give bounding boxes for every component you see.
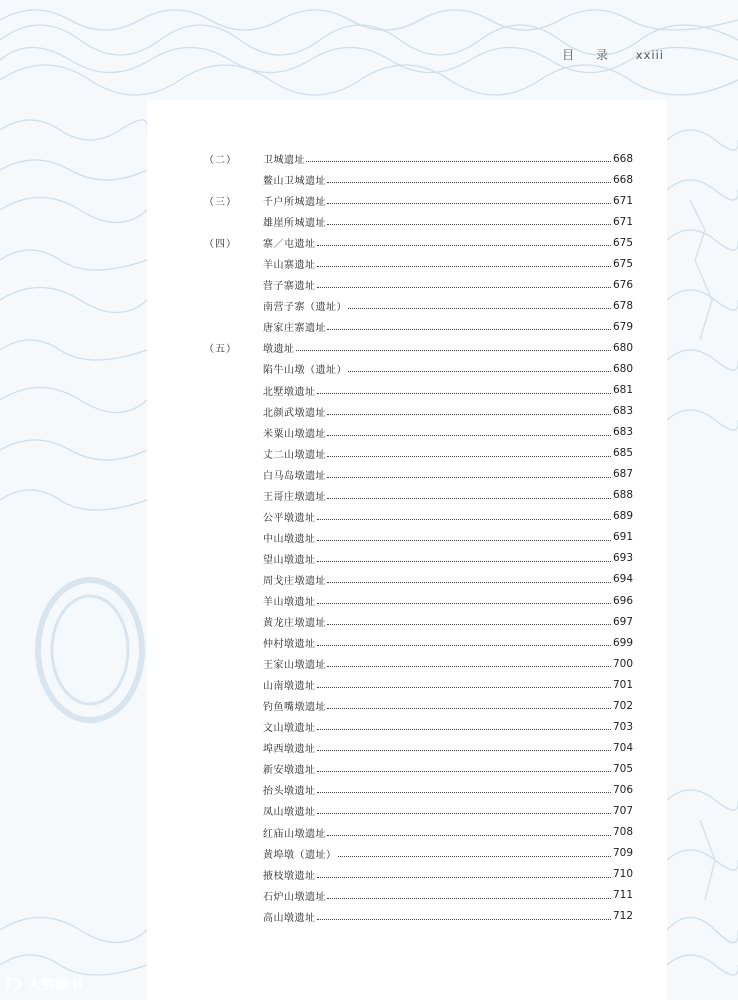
toc-entry-title: 周戈庄墩遗址 xyxy=(263,575,326,587)
toc-entry-page: 668 xyxy=(612,152,633,165)
toc-entry-title: 埠西墩遗址 xyxy=(263,744,316,756)
toc-entry-page: 696 xyxy=(612,594,633,607)
toc-entry-page: 671 xyxy=(612,215,633,228)
toc-entry[interactable] xyxy=(201,337,633,358)
toc-entry-page: 681 xyxy=(612,384,633,397)
toc-entry[interactable] xyxy=(201,274,633,295)
toc-entry[interactable] xyxy=(201,674,633,695)
toc-entry-page: 676 xyxy=(612,278,633,291)
toc-entry-page: 680 xyxy=(612,362,633,375)
toc-leader-dots xyxy=(327,898,611,899)
toc-leader-dots xyxy=(317,771,612,772)
toc-entry-page: 691 xyxy=(612,531,633,544)
toc-entry-page: 668 xyxy=(612,173,633,186)
toc-leader-dots xyxy=(317,813,612,814)
toc-entry[interactable] xyxy=(201,316,633,337)
toc-leader-dots xyxy=(327,666,611,667)
toc-entry[interactable] xyxy=(201,653,633,674)
toc-entry-title: 营子寨遗址 xyxy=(263,281,316,293)
toc-entry-page: 712 xyxy=(612,910,633,923)
toc-entry[interactable] xyxy=(201,885,633,906)
toc-entry-title: 北墅墩遗址 xyxy=(263,386,316,398)
toc-entry-page: 680 xyxy=(612,341,633,354)
toc-entry[interactable] xyxy=(201,169,633,190)
toc-entry-title: 钓鱼嘴墩遗址 xyxy=(263,702,326,714)
page-number: xxiii xyxy=(635,48,664,62)
toc-entry-title: 红庙山墩遗址 xyxy=(263,828,326,840)
toc-entry[interactable] xyxy=(201,843,633,864)
toc-entry-title: 卫城遗址 xyxy=(263,155,305,167)
toc-entry[interactable] xyxy=(201,590,633,611)
toc-entry-page: 705 xyxy=(612,762,633,775)
toc-entry-title: 王哥庄墩遗址 xyxy=(263,491,326,503)
toc-leader-dots xyxy=(327,414,611,415)
toc-entry-page: 683 xyxy=(612,405,633,418)
toc-leader-dots xyxy=(317,792,612,793)
toc-leader-dots xyxy=(317,729,612,730)
toc-leader-dots xyxy=(317,540,612,541)
toc-entry[interactable] xyxy=(201,716,633,737)
toc-entry-page: 704 xyxy=(612,741,633,754)
toc-leader-dots xyxy=(296,350,612,351)
toc-entry-page: 700 xyxy=(612,657,633,670)
toc-entry[interactable] xyxy=(201,506,633,527)
toc-entry-title: 仲村墩遗址 xyxy=(263,639,316,651)
toc-entry-page: 711 xyxy=(612,889,633,902)
toc-entry-page: 708 xyxy=(612,826,633,839)
toc-entry[interactable] xyxy=(201,443,633,464)
toc-leader-dots xyxy=(327,203,611,204)
toc-entry-number: （五） xyxy=(204,344,237,356)
toc-entry-title: 陷牛山墩（遗址） xyxy=(263,365,347,377)
watermark-text: 大数藏书 xyxy=(27,977,83,993)
toc-entry[interactable] xyxy=(201,232,633,253)
toc-entry[interactable] xyxy=(201,695,633,716)
toc-entry-title: 米粟山墩遗址 xyxy=(263,428,326,440)
toc-entry-title: 掖枝墩遗址 xyxy=(263,870,316,882)
toc-leader-dots xyxy=(317,919,612,920)
toc-leader-dots xyxy=(317,687,612,688)
toc-entry-page: 697 xyxy=(612,615,633,628)
toc-leader-dots xyxy=(327,477,611,478)
toc-entry-page: 679 xyxy=(612,320,633,333)
toc-entry-page: 689 xyxy=(612,510,633,523)
toc-leader-dots xyxy=(348,371,611,372)
toc-entry-title: 墩遗址 xyxy=(263,344,295,356)
toc-leader-dots xyxy=(348,308,611,309)
toc-entry[interactable] xyxy=(201,211,633,232)
toc-entry-title: 公平墩遗址 xyxy=(263,512,316,524)
toc-entry-title: 文山墩遗址 xyxy=(263,723,316,735)
toc-entry[interactable] xyxy=(201,401,633,422)
toc-leader-dots xyxy=(327,456,611,457)
toc-entry[interactable] xyxy=(201,548,633,569)
toc-entry[interactable] xyxy=(201,253,633,274)
toc-entry[interactable] xyxy=(201,464,633,485)
toc-entry[interactable] xyxy=(201,569,633,590)
toc-leader-dots xyxy=(327,708,611,709)
toc-entry-page: 678 xyxy=(612,299,633,312)
toc-entry-title: 凤山墩遗址 xyxy=(263,807,316,819)
toc-entry-page: 687 xyxy=(612,468,633,481)
toc-entry[interactable] xyxy=(201,380,633,401)
toc-entry[interactable] xyxy=(201,295,633,316)
toc-entry-page: 710 xyxy=(612,868,633,881)
toc-leader-dots xyxy=(317,287,612,288)
toc-entry[interactable] xyxy=(201,779,633,800)
toc-entry-title: 黄埠墩（遗址） xyxy=(263,849,337,861)
toc-leader-dots xyxy=(327,182,611,183)
toc-entry-title: 望山墩遗址 xyxy=(263,554,316,566)
toc-leader-dots xyxy=(338,856,612,857)
toc-entry-number: （二） xyxy=(204,155,237,167)
toc-entry[interactable] xyxy=(201,906,633,927)
toc-leader-dots xyxy=(317,877,612,878)
section-name: 目 录 xyxy=(562,48,617,62)
toc-entry-page: 675 xyxy=(612,257,633,270)
toc-entry-title: 南营子寨（遗址） xyxy=(263,302,347,314)
toc-entry-page: 709 xyxy=(612,847,633,860)
toc-entry-page: 702 xyxy=(612,699,633,712)
toc-entry[interactable] xyxy=(201,864,633,885)
toc-entry[interactable] xyxy=(201,611,633,632)
toc-entry[interactable] xyxy=(201,527,633,548)
toc-entry-number: （四） xyxy=(204,239,237,251)
toc-entry[interactable] xyxy=(201,190,633,211)
toc-leader-dots xyxy=(327,329,611,330)
toc-entry[interactable] xyxy=(201,422,633,443)
toc-leader-dots xyxy=(306,161,611,162)
toc-leader-dots xyxy=(327,224,611,225)
toc-entry-title: 千户所城遗址 xyxy=(263,197,326,209)
toc-entry[interactable] xyxy=(201,632,633,653)
toc-entry-title: 王家山墩遗址 xyxy=(263,660,326,672)
toc-leader-dots xyxy=(327,435,611,436)
toc-entry-title: 鳌山卫城遗址 xyxy=(263,176,326,188)
toc-entry[interactable] xyxy=(201,822,633,843)
table-of-contents xyxy=(201,148,633,927)
toc-entry[interactable] xyxy=(201,737,633,758)
toc-entry[interactable] xyxy=(201,485,633,506)
toc-entry[interactable] xyxy=(201,148,633,169)
toc-entry-title: 北颜武墩遗址 xyxy=(263,407,326,419)
toc-entry-title: 高山墩遗址 xyxy=(263,912,316,924)
toc-entry-title: 中山墩遗址 xyxy=(263,533,316,545)
toc-entry-page: 683 xyxy=(612,426,633,439)
toc-entry-page: 671 xyxy=(612,194,633,207)
toc-entry-title: 新安墩遗址 xyxy=(263,765,316,777)
toc-entry-page: 675 xyxy=(612,236,633,249)
toc-entry-title: 山南墩遗址 xyxy=(263,681,316,693)
toc-leader-dots xyxy=(317,245,612,246)
toc-entry-page: 685 xyxy=(612,447,633,460)
toc-entry-title: 抬头墩遗址 xyxy=(263,786,316,798)
toc-leader-dots xyxy=(317,561,612,562)
toc-leader-dots xyxy=(327,498,611,499)
toc-entry-title: 羊山寨遗址 xyxy=(263,260,316,272)
running-header xyxy=(562,46,664,63)
toc-entry-title: 黄龙庄墩遗址 xyxy=(263,618,326,630)
toc-entry[interactable] xyxy=(201,358,633,379)
toc-leader-dots xyxy=(317,603,612,604)
toc-entry-title: 羊山墩遗址 xyxy=(263,597,316,608)
watermark-logo xyxy=(6,974,83,994)
toc-entry-title: 唐家庄寨遗址 xyxy=(263,323,326,335)
toc-leader-dots xyxy=(317,750,612,751)
toc-entry-page: 694 xyxy=(612,573,633,586)
toc-entry-page: 699 xyxy=(612,636,633,649)
toc-leader-dots xyxy=(327,835,611,836)
toc-leader-dots xyxy=(327,624,611,625)
toc-entry[interactable] xyxy=(201,800,633,821)
toc-entry-number: （三） xyxy=(204,197,237,209)
logo-icon xyxy=(6,976,24,992)
toc-entry-title: 雄崖所城遗址 xyxy=(263,218,326,230)
toc-entry-page: 707 xyxy=(612,804,633,817)
toc-entry[interactable] xyxy=(201,758,633,779)
toc-leader-dots xyxy=(317,266,612,267)
toc-leader-dots xyxy=(317,393,612,394)
toc-entry-page: 706 xyxy=(612,783,633,796)
toc-entry-page: 703 xyxy=(612,720,633,733)
toc-entry-title: 白马岛墩遗址 xyxy=(263,470,326,482)
toc-entry-title: 丈二山墩遗址 xyxy=(263,449,326,461)
toc-entry-title: 寨／屯遗址 xyxy=(263,239,316,251)
toc-entry-page: 693 xyxy=(612,552,633,565)
toc-leader-dots xyxy=(327,582,611,583)
toc-entry-page: 688 xyxy=(612,489,633,502)
toc-leader-dots xyxy=(317,519,612,520)
toc-leader-dots xyxy=(317,645,612,646)
toc-entry-page: 701 xyxy=(612,678,633,691)
toc-entry-title: 石炉山墩遗址 xyxy=(263,891,326,903)
